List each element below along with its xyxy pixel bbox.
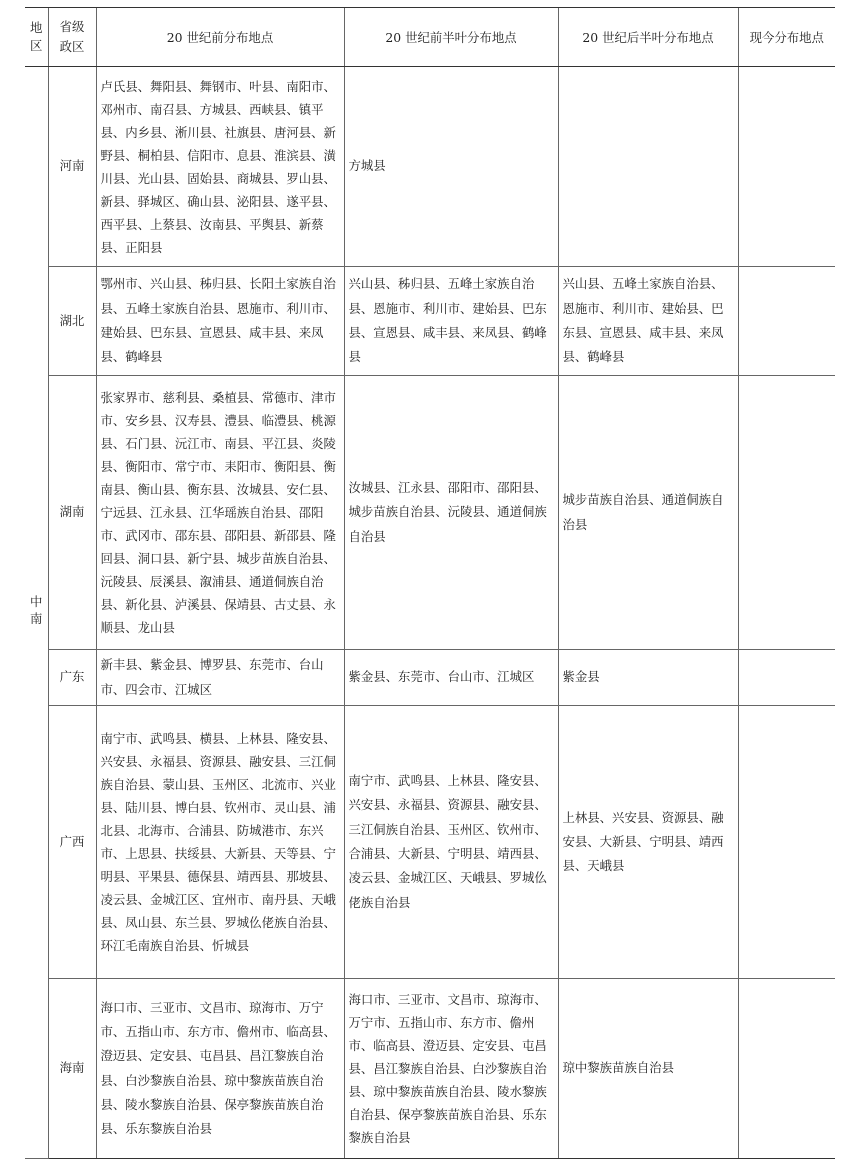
header-region: 地区 [25, 8, 48, 67]
second-half-cell: 城步苗族自治县、通道侗族自治县 [558, 376, 738, 650]
second-half-cell: 琼中黎族苗族自治县 [558, 979, 738, 1159]
pre20-cell: 鄂州市、兴山县、秭归县、长阳土家族自治县、五峰土家族自治县、恩施市、利川市、建始县、巴东县、宣恩县、咸丰县、来凤县、鹤峰县 [96, 267, 344, 376]
first-half-cell: 南宁市、武鸣县、上林县、隆安县、兴安县、永福县、资源县、融安县、三江侗族自治县、玉州区、钦州市、合浦县、大新县、宁明县、靖西县、凌云县、金城江区、天峨县、罗城仫佬族自治县 [344, 706, 558, 979]
table-row [25, 267, 835, 376]
table-header-row [25, 8, 835, 67]
table-row [25, 650, 835, 706]
current-cell [738, 706, 835, 979]
second-half-cell [558, 67, 738, 267]
province-cell: 广西 [48, 706, 96, 979]
header-current: 现今分布地点 [738, 8, 835, 67]
current-cell [738, 650, 835, 706]
pre20-cell: 南宁市、武鸣县、横县、上林县、隆安县、兴安县、永福县、资源县、融安县、三江侗族自治县、蒙山县、玉州区、北流市、兴业县、陆川县、博白县、钦州市、灵山县、浦北县、北海市、合浦县、防城港市、东兴市、上思县、扶绥县、大新县、天等县、宁明县、平果县、德保县、靖西县、那坡县、凌云县、金城江区、宜州市、南丹县、天峨县、凤山县、东兰县、罗城仫佬族自治县、环江毛南族自治县、忻城县 [96, 706, 344, 979]
province-cell: 海南 [48, 979, 96, 1159]
header-second-half-20th-century: 20 世纪后半叶分布地点 [558, 8, 738, 67]
table-row [25, 376, 835, 650]
distribution-table [25, 7, 835, 1159]
province-cell: 湖南 [48, 376, 96, 650]
current-cell [738, 376, 835, 650]
first-half-cell: 紫金县、东莞市、台山市、江城区 [344, 650, 558, 706]
first-half-cell: 兴山县、秭归县、五峰土家族自治县、恩施市、利川市、建始县、巴东县、宣恩县、咸丰县、来凤县、鹤峰县 [344, 267, 558, 376]
current-cell [738, 67, 835, 267]
pre20-cell: 海口市、三亚市、文昌市、琼海市、万宁市、五指山市、东方市、儋州市、临高县、澄迈县、定安县、屯昌县、昌江黎族自治县、白沙黎族自治县、琼中黎族苗族自治县、陵水黎族自治县、保亭黎族苗族自治县、乐东黎族自治县 [96, 979, 344, 1159]
table-row [25, 706, 835, 979]
first-half-cell: 汝城县、江永县、邵阳市、邵阳县、城步苗族自治县、沅陵县、通道侗族自治县 [344, 376, 558, 650]
pre20-cell: 张家界市、慈利县、桑植县、常德市、津市市、安乡县、汉寿县、澧县、临澧县、桃源县、石门县、沅江市、南县、平江县、炎陵县、衡阳市、常宁市、耒阳市、衡阳县、衡南县、衡山县、衡东县、汝城县、安仁县、宁远县、江永县、江华瑶族自治县、邵阳市、武冈市、邵东县、邵阳县、新邵县、隆回县、洞口县、新宁县、城步苗族自治县、沅陵县、辰溪县、溆浦县、通道侗族自治县、新化县、泸溪县、保靖县、古丈县、永顺县、龙山县 [96, 376, 344, 650]
first-half-cell: 方城县 [344, 67, 558, 267]
pre20-cell: 新丰县、紫金县、博罗县、东莞市、台山市、四会市、江城区 [96, 650, 344, 706]
province-cell: 湖北 [48, 267, 96, 376]
second-half-cell: 紫金县 [558, 650, 738, 706]
table-row [25, 979, 835, 1159]
header-province: 省级政区 [48, 8, 96, 67]
second-half-cell: 上林县、兴安县、资源县、融安县、大新县、宁明县、靖西县、天峨县 [558, 706, 738, 979]
header-pre-20th-century: 20 世纪前分布地点 [96, 8, 344, 67]
pre20-cell: 卢氏县、舞阳县、舞钢市、叶县、南阳市、邓州市、南召县、方城县、西峡县、镇平县、内乡县、淅川县、社旗县、唐河县、新野县、桐柏县、信阳市、息县、淮滨县、潢川县、光山县、固始县、商城县、罗山县、新县、驿城区、确山县、泌阳县、遂平县、西平县、上蔡县、汝南县、平舆县、新蔡县、正阳县 [96, 67, 344, 267]
table-row [25, 67, 835, 267]
current-cell [738, 979, 835, 1159]
second-half-cell: 兴山县、五峰土家族自治县、恩施市、利川市、建始县、巴东县、宣恩县、咸丰县、来凤县、鹤峰县 [558, 267, 738, 376]
header-first-half-20th-century: 20 世纪前半叶分布地点 [344, 8, 558, 67]
region-cell: 中南 [25, 67, 48, 1159]
first-half-cell: 海口市、三亚市、文昌市、琼海市、万宁市、五指山市、东方市、儋州市、临高县、澄迈县、定安县、屯昌县、昌江黎族自治县、白沙黎族自治县、琼中黎族苗族自治县、陵水黎族自治县、保亭黎族苗族自治县、乐东黎族自治县 [344, 979, 558, 1159]
province-cell: 河南 [48, 67, 96, 267]
current-cell [738, 267, 835, 376]
province-cell: 广东 [48, 650, 96, 706]
